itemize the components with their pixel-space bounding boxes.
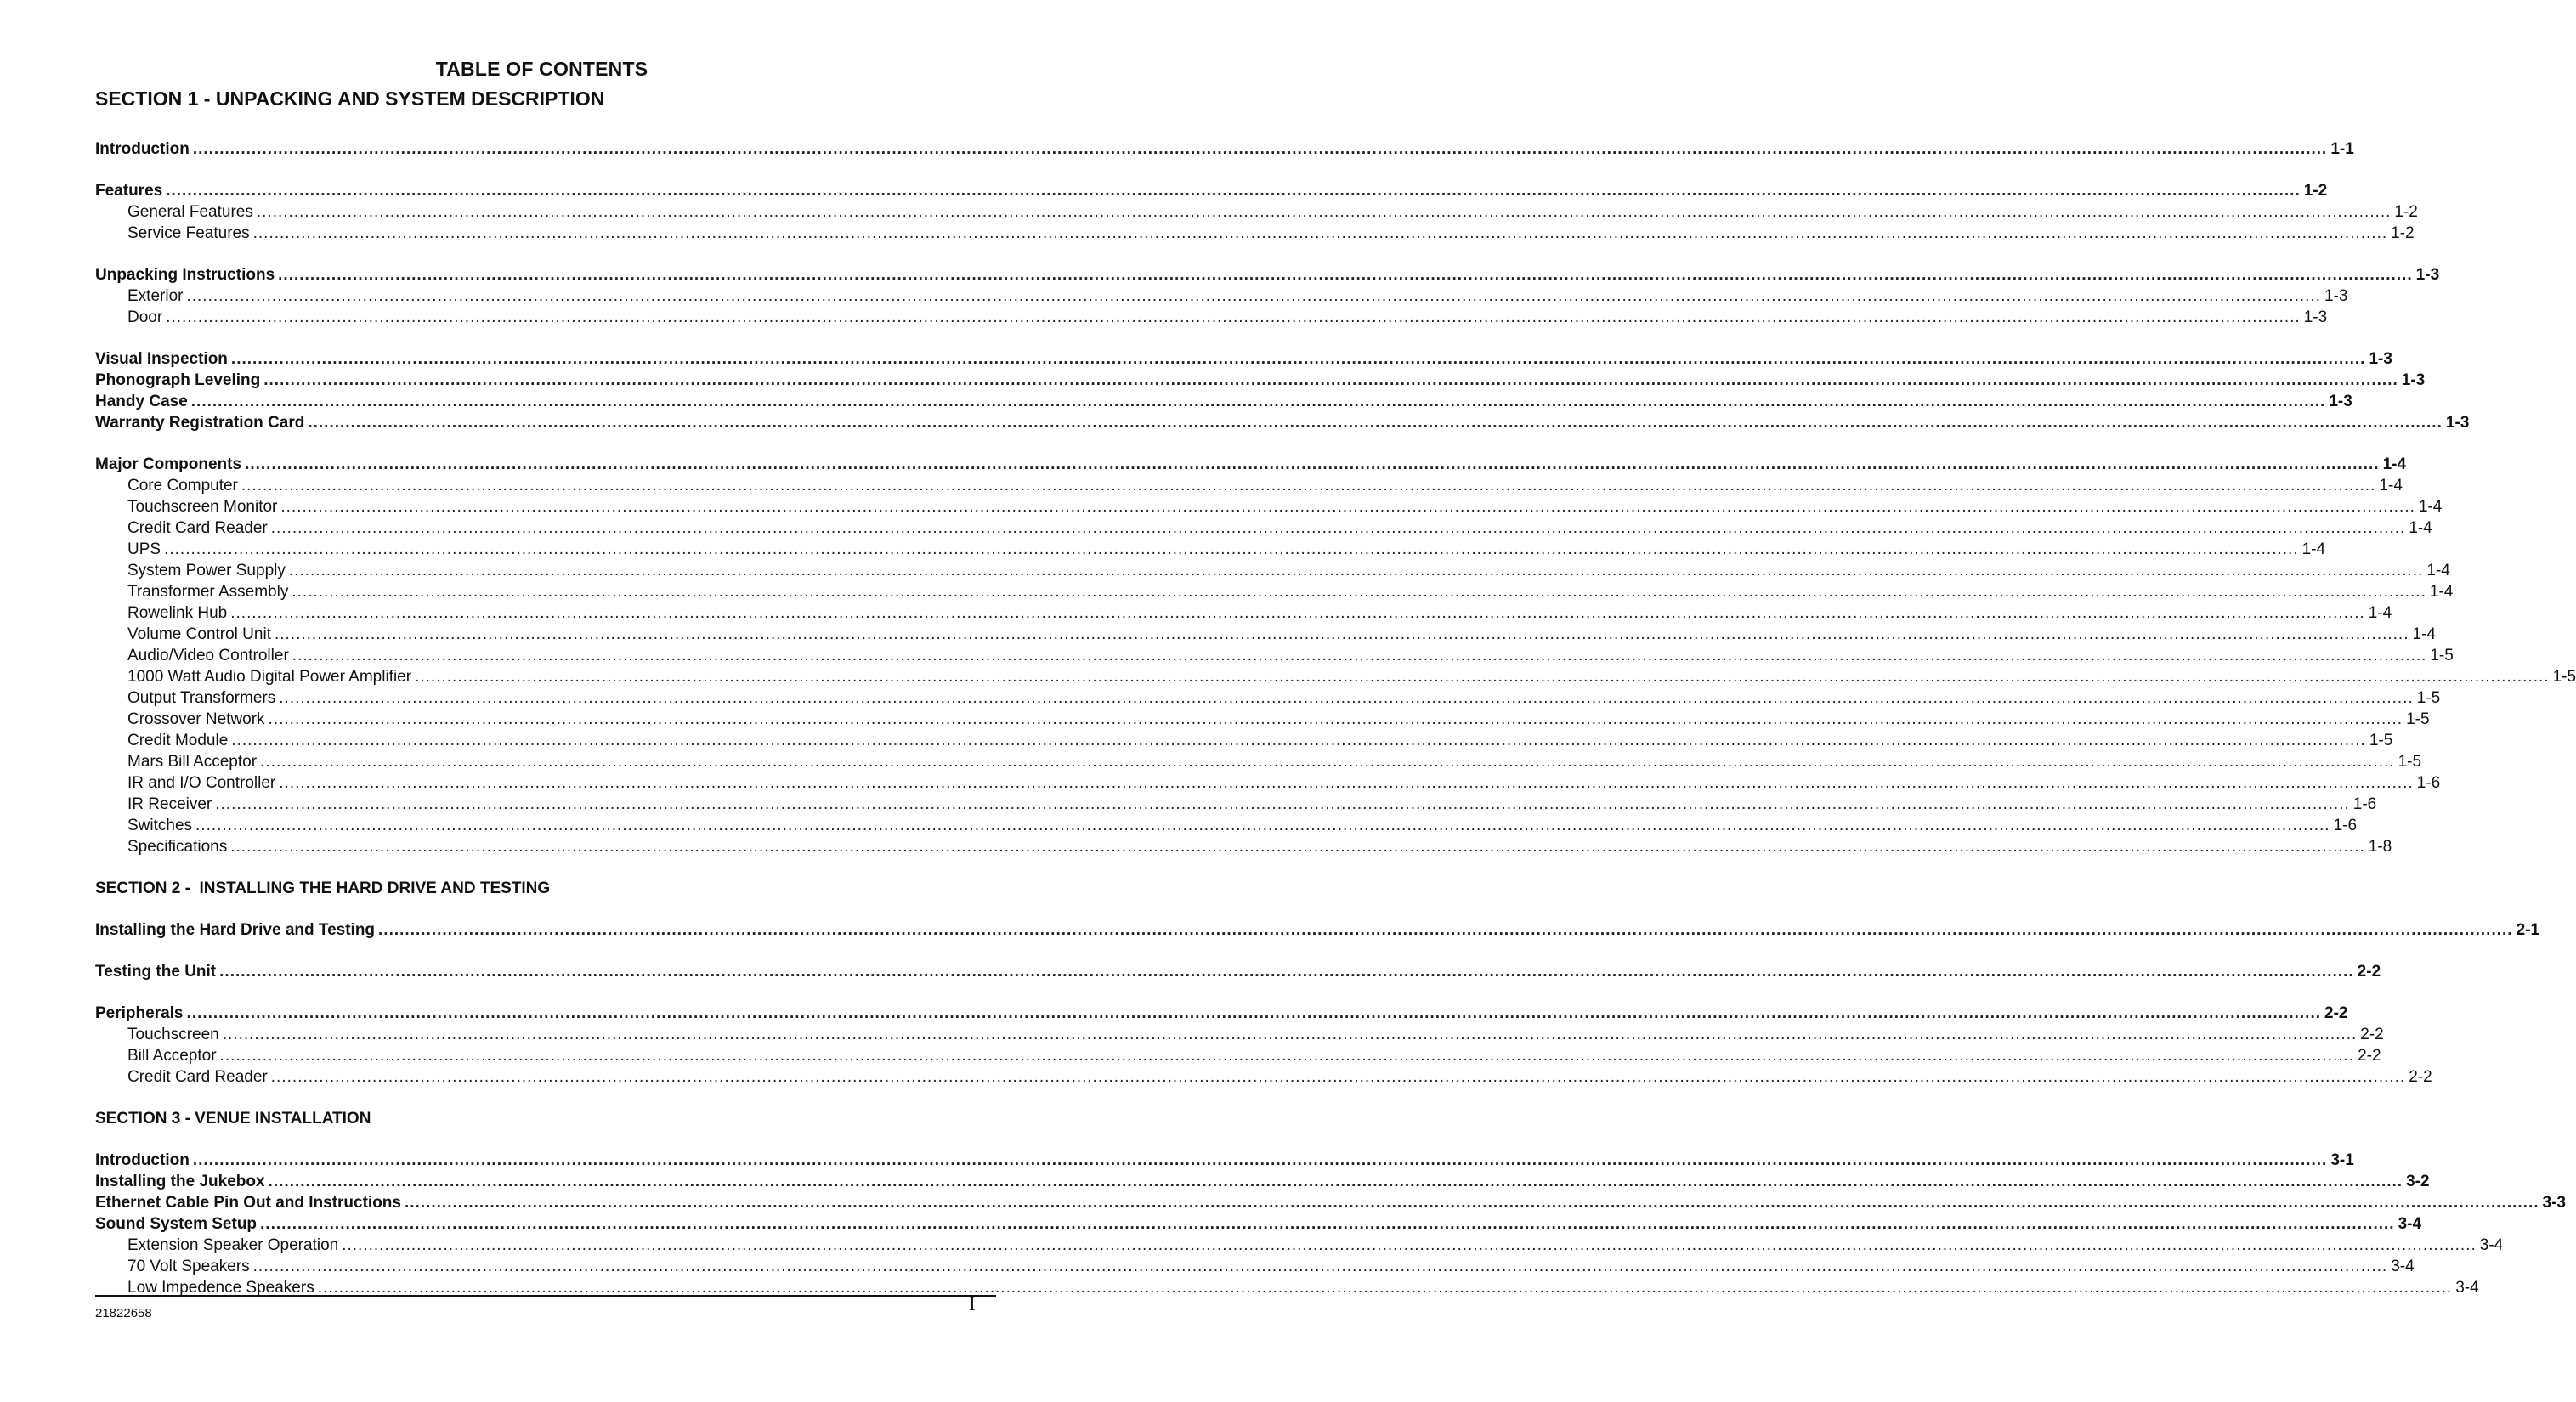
toc-entry-label: Crossover Network xyxy=(127,710,265,728)
toc-entry-label: Installing the Jukebox xyxy=(95,1173,265,1190)
dot-leader: ................................................................................................................................................................................................................................................................................................................................................................................................................ xyxy=(342,1236,2477,1254)
toc-entry-page: 2-2 xyxy=(2324,1004,2348,1022)
toc-entry xyxy=(95,264,2440,285)
toc-entry-label: Bill Acceptor xyxy=(127,1047,217,1065)
toc-entry-page: 1-1 xyxy=(2330,140,2354,158)
toc-entry xyxy=(95,370,2426,391)
toc-entry-label: Ethernet Cable Pin Out and Instructions xyxy=(95,1194,401,1212)
toc-entry-page: 1-3 xyxy=(2369,350,2392,368)
toc-subentry xyxy=(95,709,2430,730)
dot-leader: ................................................................................................................................................................................................................................................................................................................................................................................................................ xyxy=(195,817,2330,834)
toc-entry xyxy=(95,139,2354,160)
toc-subentry xyxy=(95,794,2377,815)
toc-entry xyxy=(95,391,2352,412)
dot-leader: ................................................................................................................................................................................................................................................................................................................................................................................................................ xyxy=(186,287,2321,305)
toc-subentry xyxy=(95,602,2392,624)
toc-entry-page: 2-1 xyxy=(2516,921,2540,939)
dot-leader: ................................................................................................................................................................................................................................................................................................................................................................................................................ xyxy=(256,203,2392,221)
toc-entry-label: Rowelink Hub xyxy=(127,604,228,622)
toc-entry-page: 1-2 xyxy=(2303,182,2328,200)
dot-leader: ................................................................................................................................................................................................................................................................................................................................................................................................................ xyxy=(270,1068,2406,1086)
toc-subentry xyxy=(95,751,2422,772)
toc-entry-page: 2-2 xyxy=(2360,1026,2384,1043)
toc-entry-page: 3-3 xyxy=(2542,1194,2566,1212)
toc-entry-label: Phonograph Leveling xyxy=(95,371,261,389)
toc-entry-page: 3-2 xyxy=(2406,1173,2430,1190)
toc-entry xyxy=(95,1003,2348,1024)
toc-entry xyxy=(95,412,2470,433)
toc-entry xyxy=(95,1192,2566,1213)
toc-entry-label: IR Receiver xyxy=(127,795,212,813)
toc-subentry xyxy=(95,539,2326,560)
toc-entry-page: 2-2 xyxy=(2409,1068,2432,1086)
toc-entry-label: 70 Volt Speakers xyxy=(127,1258,250,1275)
toc-entry-label: Credit Module xyxy=(127,732,229,749)
dot-leader: ................................................................................................................................................................................................................................................................................................................................................................................................................ xyxy=(260,1215,2395,1233)
dot-leader: ................................................................................................................................................................................................................................................................................................................................................................................................................ xyxy=(268,710,2403,728)
toc-subentry xyxy=(95,1256,2415,1277)
toc-entry-page: 1-6 xyxy=(2333,817,2358,834)
toc-entry-label: Core Computer xyxy=(127,477,238,495)
toc-subentry xyxy=(95,1045,2381,1066)
dot-leader: ................................................................................................................................................................................................................................................................................................................................................................................................................ xyxy=(252,224,2388,242)
dot-leader: ................................................................................................................................................................................................................................................................................................................................................................................................................ xyxy=(222,1026,2358,1043)
toc-entry-page: 1-4 xyxy=(2379,477,2403,495)
toc-entry-label: Unpacking Instructions xyxy=(95,266,275,284)
toc-entry-label: Warranty Registration Card xyxy=(95,414,305,432)
toc-entry-label: IR and I/O Controller xyxy=(127,774,276,792)
toc-entry xyxy=(95,1171,2430,1192)
toc-entry-page: 1-2 xyxy=(2394,203,2418,221)
dot-leader: ................................................................................................................................................................................................................................................................................................................................................................................................................ xyxy=(241,477,2376,495)
toc-subentry xyxy=(95,687,2441,709)
toc-entry-label: Low Impedence Speakers xyxy=(127,1279,314,1297)
toc-entry-page: 3-4 xyxy=(2391,1258,2415,1275)
toc-entry-page: 1-4 xyxy=(2301,540,2326,558)
dot-leader: ................................................................................................................................................................................................................................................................................................................................................................................................................ xyxy=(219,1047,2355,1065)
toc-entry-page: 3-4 xyxy=(2479,1236,2504,1254)
toc-subentry xyxy=(95,836,2392,857)
dot-leader: ................................................................................................................................................................................................................................................................................................................................................................................................................ xyxy=(308,414,2443,432)
dot-leader: ................................................................................................................................................................................................................................................................................................................................................................................................................ xyxy=(166,182,2301,200)
toc-entry-page: 1-3 xyxy=(2445,414,2470,432)
toc-entry-label: Switches xyxy=(127,817,193,834)
toc-entry-label: Sound System Setup xyxy=(95,1215,258,1233)
dot-leader: ................................................................................................................................................................................................................................................................................................................................................................................................................ xyxy=(292,583,2426,601)
toc-entry-page: 1-4 xyxy=(2412,625,2436,643)
toc-entry xyxy=(95,919,2540,941)
toc-entry xyxy=(95,348,2392,370)
toc-entry xyxy=(95,1150,2354,1171)
dot-leader: ................................................................................................................................................................................................................................................................................................................................................................................................................ xyxy=(278,266,2413,284)
toc-entry-label: Specifications xyxy=(127,838,228,856)
toc-subentry xyxy=(95,201,2418,223)
toc-entry-label: Output Transformers xyxy=(127,689,276,707)
dot-leader: ................................................................................................................................................................................................................................................................................................................................................................................................................ xyxy=(279,774,2414,792)
dot-leader: ................................................................................................................................................................................................................................................................................................................................................................................................................ xyxy=(164,540,2299,558)
toc-entry-label: Touchscreen Monitor xyxy=(127,498,278,516)
toc-entry-label: Credit Card Reader xyxy=(127,1068,268,1086)
toc-subentry xyxy=(95,1024,2384,1045)
toc-subentry xyxy=(95,285,2348,307)
toc-entry-label: Major Components xyxy=(95,455,242,473)
toc-entry-label: 1000 Watt Audio Digital Power Amplifier xyxy=(127,668,412,686)
toc-entry-label: Door xyxy=(127,308,163,326)
dot-leader: ................................................................................................................................................................................................................................................................................................................................................................................................................ xyxy=(415,668,2550,686)
dot-leader: ................................................................................................................................................................................................................................................................................................................................................................................................................ xyxy=(292,647,2427,664)
toc-entry-label: Volume Control Unit xyxy=(127,625,271,643)
page-title: TABLE OF CONTENTS xyxy=(435,58,648,80)
toc-subentry xyxy=(95,581,2454,602)
dot-leader: ................................................................................................................................................................................................................................................................................................................................................................................................................ xyxy=(186,1004,2322,1022)
toc-entry-label: Installing the Hard Drive and Testing xyxy=(95,921,376,939)
toc-entry-page: 1-3 xyxy=(2324,287,2348,305)
toc-subentry xyxy=(95,1066,2432,1088)
dot-leader: ................................................................................................................................................................................................................................................................................................................................................................................................................ xyxy=(252,1258,2388,1275)
dot-leader: ................................................................................................................................................................................................................................................................................................................................................................................................................ xyxy=(230,350,2366,368)
toc-entry-label: Extension Speaker Operation xyxy=(127,1236,339,1254)
toc-subentry xyxy=(95,307,2328,328)
toc-entry-page: 1-3 xyxy=(2329,393,2352,410)
page-number: I xyxy=(969,1293,976,1314)
toc-entry-label: Features xyxy=(95,182,163,200)
dot-leader: ................................................................................................................................................................................................................................................................................................................................................................................................................ xyxy=(288,562,2424,579)
toc-entry-label: General Features xyxy=(127,203,253,221)
table-of-contents xyxy=(95,139,2576,1298)
toc-entry-label: Transformer Assembly xyxy=(127,583,289,601)
toc-entry-page: 1-5 xyxy=(2369,732,2393,749)
toc-subentry xyxy=(95,624,2436,645)
dot-leader: ................................................................................................................................................................................................................................................................................................................................................................................................................ xyxy=(215,795,2350,813)
toc-subentry xyxy=(95,475,2403,496)
toc-entry-page: 1-3 xyxy=(2415,266,2440,284)
toc-subentry xyxy=(95,666,2576,687)
toc-subentry xyxy=(95,496,2443,517)
dot-leader: ................................................................................................................................................................................................................................................................................................................................................................................................................ xyxy=(230,838,2365,856)
toc-entry-page: 1-5 xyxy=(2430,647,2454,664)
toc-entry-page: 2-2 xyxy=(2357,963,2381,981)
dot-leader: ................................................................................................................................................................................................................................................................................................................................................................................................................ xyxy=(317,1279,2453,1297)
toc-entry-page: 1-3 xyxy=(2303,308,2328,326)
dot-leader: ................................................................................................................................................................................................................................................................................................................................................................................................................ xyxy=(219,963,2354,981)
section-heading: SECTION 2 - INSTALLING THE HARD DRIVE AND TESTING xyxy=(95,879,551,897)
dot-leader: ................................................................................................................................................................................................................................................................................................................................................................................................................ xyxy=(274,625,2409,643)
dot-leader: ................................................................................................................................................................................................................................................................................................................................................................................................................ xyxy=(192,140,2328,158)
toc-entry-label: System Power Supply xyxy=(127,562,286,579)
toc-entry-label: Introduction xyxy=(95,1151,190,1169)
toc-entry xyxy=(95,1213,2422,1235)
document-number: 21822658 xyxy=(95,1306,152,1320)
toc-entry-label: Audio/Video Controller xyxy=(127,647,289,664)
toc-entry-label: Exterior xyxy=(127,287,184,305)
toc-entry-label: Visual Inspection xyxy=(95,350,228,368)
toc-subentry xyxy=(95,1235,2504,1256)
toc-entry-page: 1-4 xyxy=(2429,583,2454,601)
toc-subentry xyxy=(95,730,2393,751)
toc-subentry xyxy=(95,645,2454,666)
toc-entry-page: 1-4 xyxy=(2418,498,2443,516)
dot-leader: ................................................................................................................................................................................................................................................................................................................................................................................................................ xyxy=(404,1194,2539,1212)
toc-entry-page: 1-4 xyxy=(2382,455,2407,473)
toc-entry-page: 1-8 xyxy=(2368,838,2392,856)
toc-entry-page: 2-2 xyxy=(2358,1047,2381,1065)
toc-entry-page: 1-4 xyxy=(2368,604,2392,622)
toc-entry-page: 1-6 xyxy=(2352,795,2377,813)
dot-leader: ................................................................................................................................................................................................................................................................................................................................................................................................................ xyxy=(192,1151,2328,1169)
toc-entry-page: 3-1 xyxy=(2330,1151,2354,1169)
toc-entry-page: 1-6 xyxy=(2416,774,2441,792)
toc-entry-page: 1-2 xyxy=(2391,224,2415,242)
toc-entry-label: Introduction xyxy=(95,140,190,158)
dot-leader: ................................................................................................................................................................................................................................................................................................................................................................................................................ xyxy=(280,498,2415,516)
toc-entry-label: Mars Bill Acceptor xyxy=(127,753,258,771)
toc-entry xyxy=(95,180,2328,201)
toc-subentry xyxy=(95,517,2432,539)
toc-subentry xyxy=(95,560,2450,581)
toc-entry-label: Credit Card Reader xyxy=(127,519,268,537)
section-heading: SECTION 3 - VENUE INSTALLATION xyxy=(95,1110,371,1128)
dot-leader: ................................................................................................................................................................................................................................................................................................................................................................................................................ xyxy=(245,455,2380,473)
toc-entry-label: Peripherals xyxy=(95,1004,184,1022)
toc-subentry xyxy=(95,223,2415,244)
toc-entry-label: Service Features xyxy=(127,224,250,242)
dot-leader: ................................................................................................................................................................................................................................................................................................................................................................................................................ xyxy=(260,753,2395,771)
dot-leader: ................................................................................................................................................................................................................................................................................................................................................................................................................ xyxy=(230,604,2365,622)
dot-leader: ................................................................................................................................................................................................................................................................................................................................................................................................................ xyxy=(378,921,2513,939)
toc-entry xyxy=(95,454,2407,475)
toc-entry-page: 3-4 xyxy=(2398,1215,2422,1233)
dot-leader: ................................................................................................................................................................................................................................................................................................................................................................................................................ xyxy=(270,519,2406,537)
toc-entry-page: 1-5 xyxy=(2552,668,2576,686)
toc-entry xyxy=(95,961,2381,982)
dot-leader: ................................................................................................................................................................................................................................................................................................................................................................................................................ xyxy=(263,371,2398,389)
dot-leader: ................................................................................................................................................................................................................................................................................................................................................................................................................ xyxy=(279,689,2414,707)
dot-leader: ................................................................................................................................................................................................................................................................................................................................................................................................................ xyxy=(166,308,2301,326)
toc-entry-page: 1-5 xyxy=(2416,689,2441,707)
toc-entry-page: 1-4 xyxy=(2409,519,2432,537)
dot-leader: ................................................................................................................................................................................................................................................................................................................................................................................................................ xyxy=(268,1173,2403,1190)
toc-entry-label: Touchscreen xyxy=(127,1026,219,1043)
toc-entry-page: 1-5 xyxy=(2406,710,2430,728)
dot-leader: ................................................................................................................................................................................................................................................................................................................................................................................................................ xyxy=(190,393,2326,410)
footer-divider xyxy=(95,1295,996,1297)
toc-subentry xyxy=(95,815,2358,836)
toc-entry-label: Testing the Unit xyxy=(95,963,217,981)
dot-leader: ................................................................................................................................................................................................................................................................................................................................................................................................................ xyxy=(231,732,2366,749)
toc-entry-page: 1-3 xyxy=(2401,371,2426,389)
toc-entry-page: 3-4 xyxy=(2455,1279,2479,1297)
toc-subentry xyxy=(95,772,2441,794)
toc-entry-page: 1-4 xyxy=(2426,562,2450,579)
toc-entry-page: 1-5 xyxy=(2398,753,2422,771)
section-1-heading: SECTION 1 - UNPACKING AND SYSTEM DESCRIPTION xyxy=(95,88,605,110)
toc-entry-label: Handy Case xyxy=(95,393,188,410)
toc-entry-label: UPS xyxy=(127,540,161,558)
